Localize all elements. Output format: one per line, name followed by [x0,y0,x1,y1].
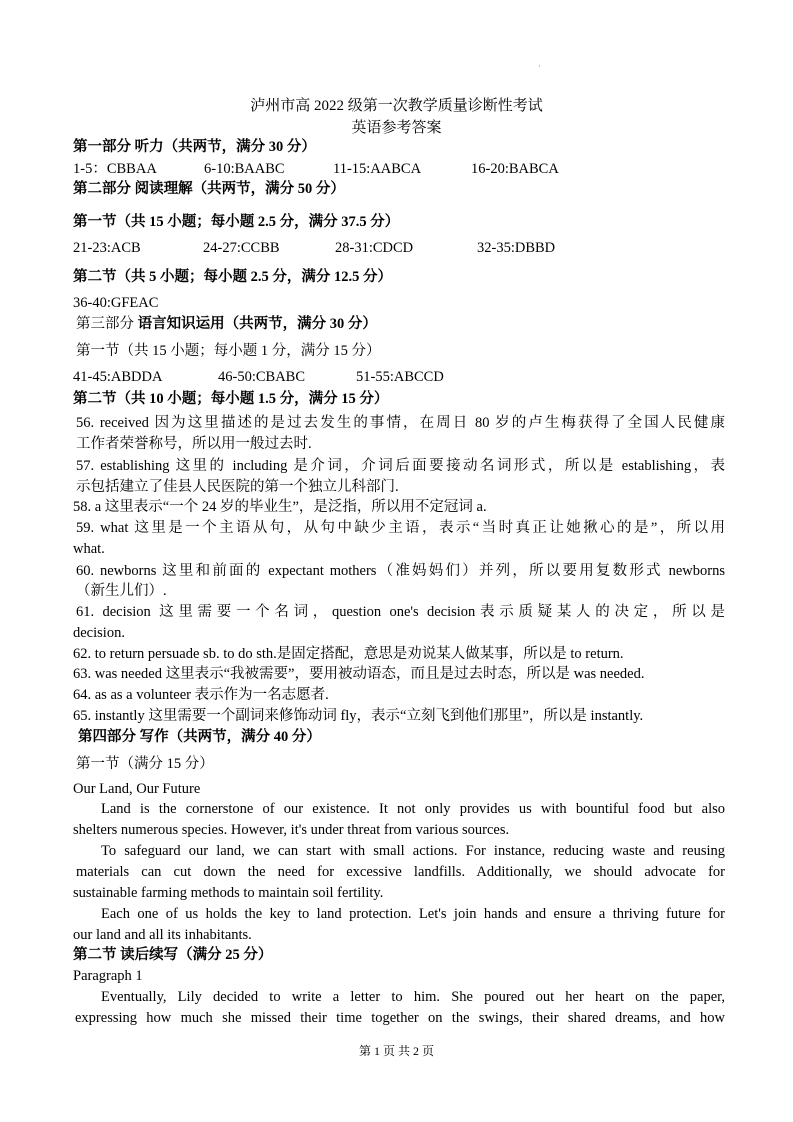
scan-dot: · [538,62,541,71]
explanation-59-line1: 59. what 这里是一个主语从句，从句中缺少主语，表示“当时真正让她揪心的是”，所以用 [76,520,725,536]
answer-group: 32-35:DBBD [477,240,556,256]
explanation-64: 64. as as a volunteer 表示作为一名志愿者. [73,687,329,703]
answer-group: 11-15:AABCA [333,161,422,177]
explanation-56-line1: 56. received 因为这里描述的是过去发生的事情，在周日 80 岁的卢生梅获得了全国人民健康 [76,415,725,431]
page-title: 泸州市高 2022 级第一次教学质量诊断性考试 [250,98,543,114]
page-subtitle: 英语参考答案 [351,120,442,136]
explanation-61-line2: decision. [73,625,125,641]
explanation-61-line1: 61. decision 这里需要一个名词，question one's decision表示质疑某人的决定，所以是 [76,604,725,620]
part3-heading-label: 第三部分 [76,316,138,332]
part3-heading-title: 语言知识运用（共两节，满分 30 分） [137,316,377,332]
answer-group: 28-31:CDCD [335,240,414,256]
essay-p3-line1: Each one of us holds the key to land protection. Let's join hands and ensure a thriving future for [101,906,725,922]
explanation-57-line2: 示包括建立了佳县人民医院的第一个独立儿科部门. [76,479,399,495]
part1-heading: 第一部分 听力（共两节，满分 30 分） [73,139,316,155]
essay-p3-line2: our land and all its inhabitants. [73,927,252,943]
part3-section2-heading: 第二节（共 10 小题；每小题 1.5 分，满分 15 分） [73,391,389,407]
answer-group: 6-10:BAABC [204,161,285,177]
essay-p2-line2: materials can cut down the need for excessive landfills. Additionally, we should advocate for [76,864,725,880]
part2-section1-heading: 第一节（共 15 小题；每小题 2.5 分，满分 37.5 分） [73,214,400,230]
essay-p2-line1: To safeguard our land, we can start with small actions. For instance, reducing waste and reusing [101,843,725,859]
part4-section1-heading: 第一节（满分 15 分） [76,756,214,772]
part3-section1-heading: 第一节（共 15 小题；每小题 1 分，满分 15 分） [76,343,381,359]
part2-section2-answers: 36-40:GFEAC [73,295,159,311]
explanation-65: 65. instantly 这里需要一个副词来修饰动词 fly，表示“立刻飞到他们那里”，所以是 instantly. [73,708,644,724]
explanation-59-line2: what. [73,541,105,557]
explanation-63: 63. was needed 这里表示“我被需要”，要用被动语态，而且是过去时态，所以是 was needed. [73,666,645,682]
essay-title: Our Land, Our Future [73,781,201,797]
answer-group: 1-5：CBBAA [73,161,157,177]
page-footer: 第 1 页 共 2 页 [358,1044,434,1058]
continuation-line1: Eventually, Lily decided to write a letter to him. She poured out her heart on the paper, [101,989,725,1005]
part4-section2-heading: 第二节 读后续写（满分 25 分） [73,947,273,963]
explanation-58: 58. a 这里表示“一个 24 岁的毕业生”，是泛指，所以用不定冠词 a. [73,499,487,515]
part4-heading: 第四部分 写作（共两节，满分 40 分） [78,729,321,745]
paragraph-label: Paragraph 1 [73,968,143,984]
answer-group: 46-50:CBABC [218,369,306,385]
explanation-60-line2: （新生儿们）. [76,583,167,599]
essay-p2-line3: sustainable farming methods to maintain soil fertility. [73,885,384,901]
part2-heading: 第二部分 阅读理解（共两节，满分 50 分） [73,181,345,197]
answer-group: 51-55:ABCCD [356,369,444,385]
part2-section2-heading: 第二节（共 5 小题；每小题 2.5 分，满分 12.5 分） [73,269,392,285]
answer-group: 41-45:ABDDA [73,369,163,385]
essay-p1-line1: Land is the cornerstone of our existence. It not only provides us with bountiful food but also [101,801,725,817]
essay-p1-line2: shelters numerous species. However, it's under threat from various sources. [73,822,510,838]
explanation-56-line2: 工作者荣誉称号，所以用一般过去时. [76,436,312,452]
answer-group: 21-23:ACB [73,240,141,256]
explanation-60-line1: 60. newborns 这里和前面的 expectant mothers（准妈妈们）并列，所以要用复数形式 newborns [76,563,725,579]
continuation-line2: expressing how much she missed their time together on the swings, their shared dreams, and how [75,1010,725,1026]
explanation-57-line1: 57. establishing 这里的 including 是介词，介词后面要接动名词形式，所以是 establishing，表 [76,458,725,474]
part3-heading [76,315,728,333]
explanation-62: 62. to return persuade sb. to do sth.是固定搭配，意思是劝说某人做某事，所以是 to return. [73,646,624,662]
answer-group: 24-27:CCBB [203,240,280,256]
answer-group: 16-20:BABCA [471,161,559,177]
